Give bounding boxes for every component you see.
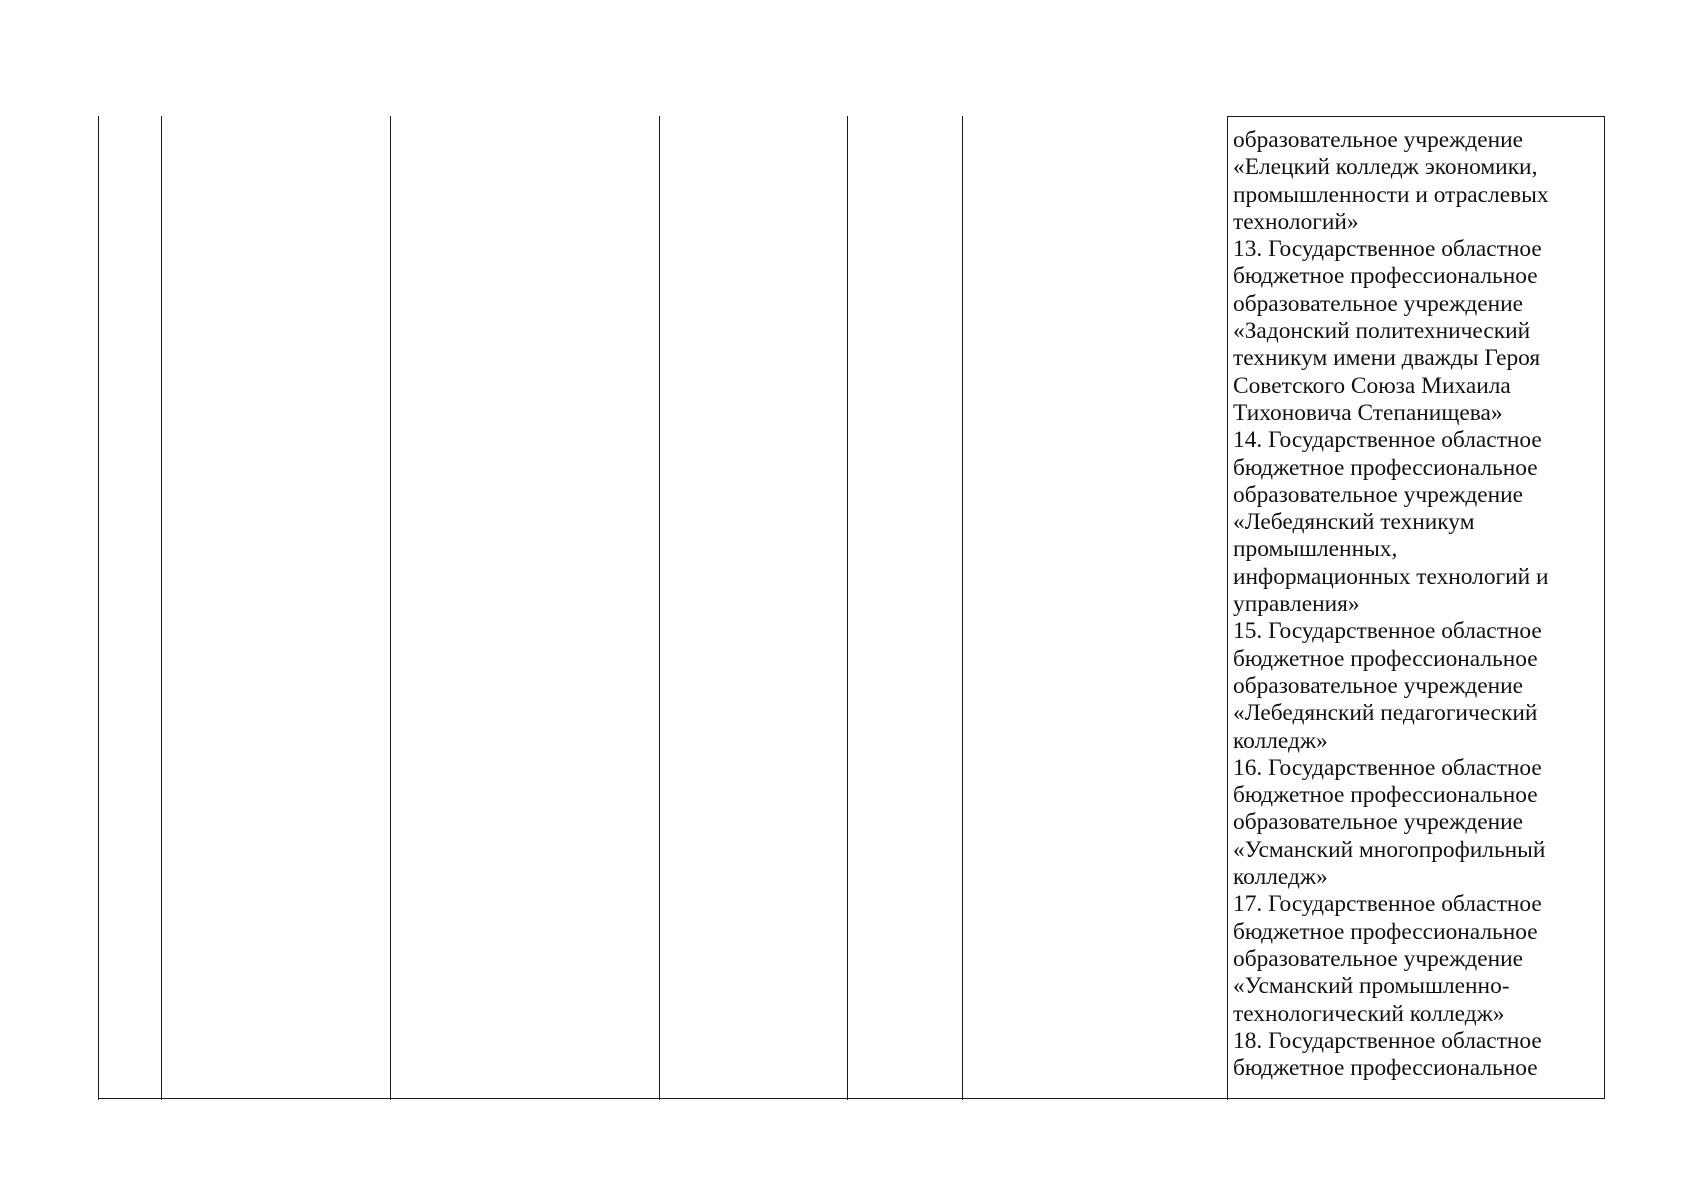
table-column-divider-6 bbox=[1227, 116, 1228, 1100]
cell-text-line: бюджетное профессиональное bbox=[1233, 645, 1538, 672]
cell-text-line: Тихоновича Степанищева» bbox=[1233, 399, 1503, 426]
cell-text-line: бюджетное профессиональное bbox=[1233, 1055, 1538, 1082]
cell-text-line: «Лебедянский техникум bbox=[1233, 509, 1475, 536]
cell-text-line: образовательное учреждение bbox=[1233, 945, 1524, 972]
cell-text-line: «Лебедянский педагогический bbox=[1233, 700, 1538, 727]
cell-text-line: 18. Государственное областное bbox=[1233, 1027, 1542, 1054]
cell-text-line: 16. Государственное областное bbox=[1233, 754, 1542, 781]
cell-text-line: технологий» bbox=[1233, 208, 1359, 235]
table-column-divider-3 bbox=[659, 116, 660, 1100]
table-column-divider-4 bbox=[847, 116, 848, 1100]
cell-text-line: колледж» bbox=[1233, 864, 1328, 891]
table-column-divider-5 bbox=[962, 116, 963, 1100]
table-border-bottom bbox=[98, 1098, 1605, 1099]
cell-text-line: образовательное учреждение bbox=[1233, 481, 1524, 508]
cell-text-line: управления» bbox=[1233, 591, 1360, 618]
cell-text-line: бюджетное профессиональное bbox=[1233, 454, 1538, 481]
cell-text-line: бюджетное профессиональное bbox=[1233, 918, 1538, 945]
cell-text-line: образовательное учреждение bbox=[1233, 127, 1524, 153]
cell-text-line: 13. Государственное областное bbox=[1233, 236, 1542, 263]
cell-text-line: образовательное учреждение bbox=[1233, 809, 1524, 836]
cell-text-line: бюджетное профессиональное bbox=[1233, 263, 1538, 290]
cell-text-line: образовательное учреждение bbox=[1233, 672, 1524, 699]
cell-text-line: промышленности и отраслевых bbox=[1233, 181, 1549, 208]
table-column-divider-1 bbox=[161, 116, 162, 1100]
cell-text-line: колледж» bbox=[1233, 727, 1328, 754]
cell-text-line: 17. Государственное областное bbox=[1233, 891, 1542, 918]
last-column-top-border bbox=[1227, 116, 1605, 117]
cell-text-line: бюджетное профессиональное bbox=[1233, 782, 1538, 809]
table-border-left bbox=[98, 116, 99, 1100]
cell-text-line: образовательное учреждение bbox=[1233, 290, 1524, 317]
cell-text-line: техникум имени дважды Героя bbox=[1233, 345, 1541, 372]
table-border-right bbox=[1604, 116, 1605, 1098]
last-column-cell-text bbox=[1233, 127, 1593, 1082]
table-column-divider-2 bbox=[390, 116, 391, 1100]
cell-text-line: Советского Союза Михаила bbox=[1233, 372, 1511, 399]
cell-text-line: технологический колледж» bbox=[1233, 1000, 1505, 1027]
cell-text-line: 14. Государственное областное bbox=[1233, 427, 1542, 454]
cell-text-line: промышленных, bbox=[1233, 536, 1398, 563]
cell-text-line: «Задонский политехнический bbox=[1233, 318, 1531, 345]
cell-text-line: «Елецкий колледж экономики, bbox=[1233, 154, 1538, 181]
cell-text-line: «Усманский промышленно- bbox=[1233, 973, 1510, 1000]
cell-text-line: «Усманский многопрофильный bbox=[1233, 836, 1546, 863]
cell-text-line: информационных технологий и bbox=[1233, 563, 1549, 590]
cell-text-line: 15. Государственное областное bbox=[1233, 618, 1542, 645]
